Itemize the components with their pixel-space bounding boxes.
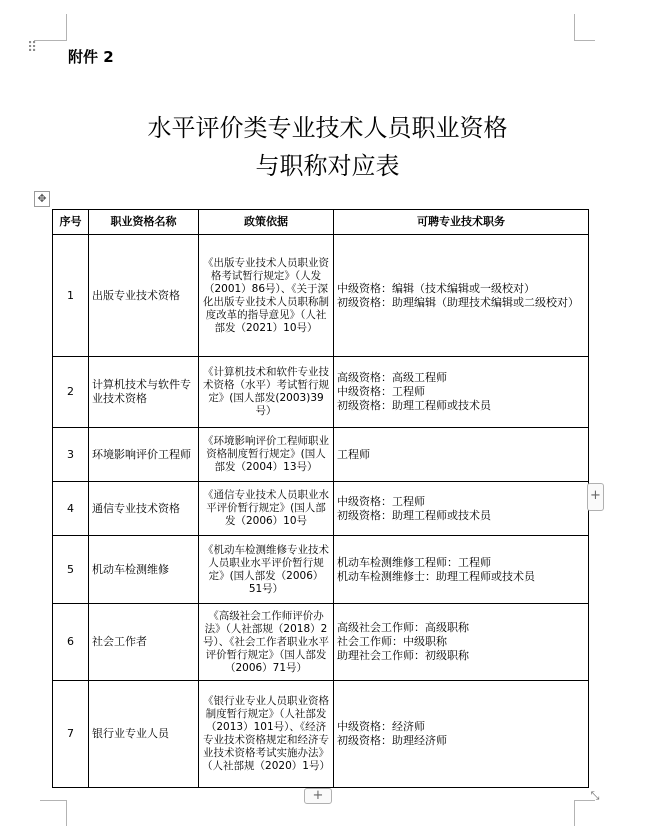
crop-mark-top-left <box>34 14 67 41</box>
row-positions <box>334 235 589 357</box>
page-title-line2: 与职称对应表 <box>255 152 400 180</box>
add-row-button[interactable]: + <box>304 788 332 804</box>
qualification-table <box>52 209 589 788</box>
row-num: 6 <box>53 604 89 681</box>
row-name: 社会工作者 <box>89 604 199 681</box>
row-basis: 《机动车检测维修专业技术人员职业水平评价暂行规定》(国人部发（2006）51号） <box>199 536 334 604</box>
row-num: 4 <box>53 482 89 536</box>
position-line: 社会工作师：中级职称 <box>337 635 447 648</box>
position-line: 初级资格：助理经济师 <box>337 734 447 747</box>
row-num: 7 <box>53 681 89 788</box>
row-basis: 《通信专业技术人员职业水平评价暂行规定》(国人部发（2006）10号 <box>199 482 334 536</box>
position-line: 工程师 <box>337 447 370 461</box>
attachment-label: 附件 2 <box>68 48 114 66</box>
row-num: 3 <box>53 428 89 482</box>
table-row <box>53 604 589 681</box>
position-line: 初级资格：助理工程师或技术员 <box>337 508 491 522</box>
row-basis: 《银行业专业人员职业资格制度暂行规定》（人社部发（2013）101号）、《经济专业技术资格规定和经济专业技术资格考试实施办法》（人社部规（2020）1号） <box>199 681 334 788</box>
position-line: 高级资格：高级工程师 <box>337 371 447 384</box>
table-resize-icon[interactable]: ⤡ <box>590 789 600 802</box>
row-positions <box>334 681 589 788</box>
position-line: 机动车检测维修工程师：工程师 <box>337 555 491 569</box>
position-line: 中级资格：工程师 <box>337 385 425 398</box>
row-basis: 《计算机技术和软件专业技术资格（水平）考试暂行规定》(国人部发(2003)39号） <box>199 357 334 428</box>
row-positions <box>334 536 589 604</box>
row-basis: 《出版专业技术人员职业资格考试暂行规定》（人发（2001）86号）、《关于深化出版专业技术人员职称制度改革的指导意见》（人社部发（2021）10号） <box>199 235 334 357</box>
paragraph-drag-handle-icon[interactable]: ⠿ <box>27 40 36 56</box>
row-name: 出版专业技术资格 <box>89 235 199 357</box>
row-positions <box>334 357 589 428</box>
position-line: 中级资格：编辑（技术编辑或一级校对） <box>337 281 535 295</box>
table-row <box>53 235 589 357</box>
row-basis: 《环境影响评价工程师职业资格制度暂行规定》(国人部发（2004）13号） <box>199 428 334 482</box>
crop-mark-top-right <box>574 14 595 41</box>
row-name: 环境影响评价工程师 <box>89 428 199 482</box>
table-row <box>53 536 589 604</box>
table-row <box>53 681 589 788</box>
page-title-line1: 水平评价类专业技术人员职业资格 <box>147 114 508 142</box>
table-row <box>53 482 589 536</box>
position-line: 高级社会工作师：高级职称 <box>337 621 469 634</box>
row-positions <box>334 604 589 681</box>
row-name: 机动车检测维修 <box>89 536 199 604</box>
row-name: 通信专业技术资格 <box>89 482 199 536</box>
table-move-handle-icon[interactable]: ✥ <box>34 191 50 207</box>
header-positions: 可聘专业技术职务 <box>334 210 589 235</box>
table-row <box>53 357 589 428</box>
row-name: 计算机技术与软件专业技术资格 <box>89 357 199 428</box>
position-line: 初级资格：助理编辑（助理技术编辑或二级校对） <box>337 295 579 309</box>
header-name: 职业资格名称 <box>89 210 199 235</box>
row-num: 5 <box>53 536 89 604</box>
table-header-row <box>53 210 589 235</box>
position-line: 中级资格：工程师 <box>337 494 425 508</box>
row-positions <box>334 428 589 482</box>
position-line: 中级资格：经济师 <box>337 720 425 733</box>
row-positions <box>334 482 589 536</box>
crop-mark-bottom-left <box>40 800 67 826</box>
position-line: 助理社会工作师：初级职称 <box>337 649 469 662</box>
add-column-button[interactable]: + <box>587 483 604 511</box>
header-num: 序号 <box>53 210 89 235</box>
row-num: 2 <box>53 357 89 428</box>
table-row <box>53 428 589 482</box>
header-basis: 政策依据 <box>199 210 334 235</box>
position-line: 机动车检测维修士：助理工程师或技术员 <box>337 569 535 583</box>
position-line: 初级资格：助理工程师或技术员 <box>337 399 491 412</box>
row-basis: 《高级社会工作师评价办法》（人社部规（2018）2号）、《社会工作者职业水平评价暂行规定》（国人部发（2006）71号） <box>199 604 334 681</box>
row-name: 银行业专业人员 <box>89 681 199 788</box>
row-num: 1 <box>53 235 89 357</box>
crop-mark-bottom-right <box>574 800 595 826</box>
